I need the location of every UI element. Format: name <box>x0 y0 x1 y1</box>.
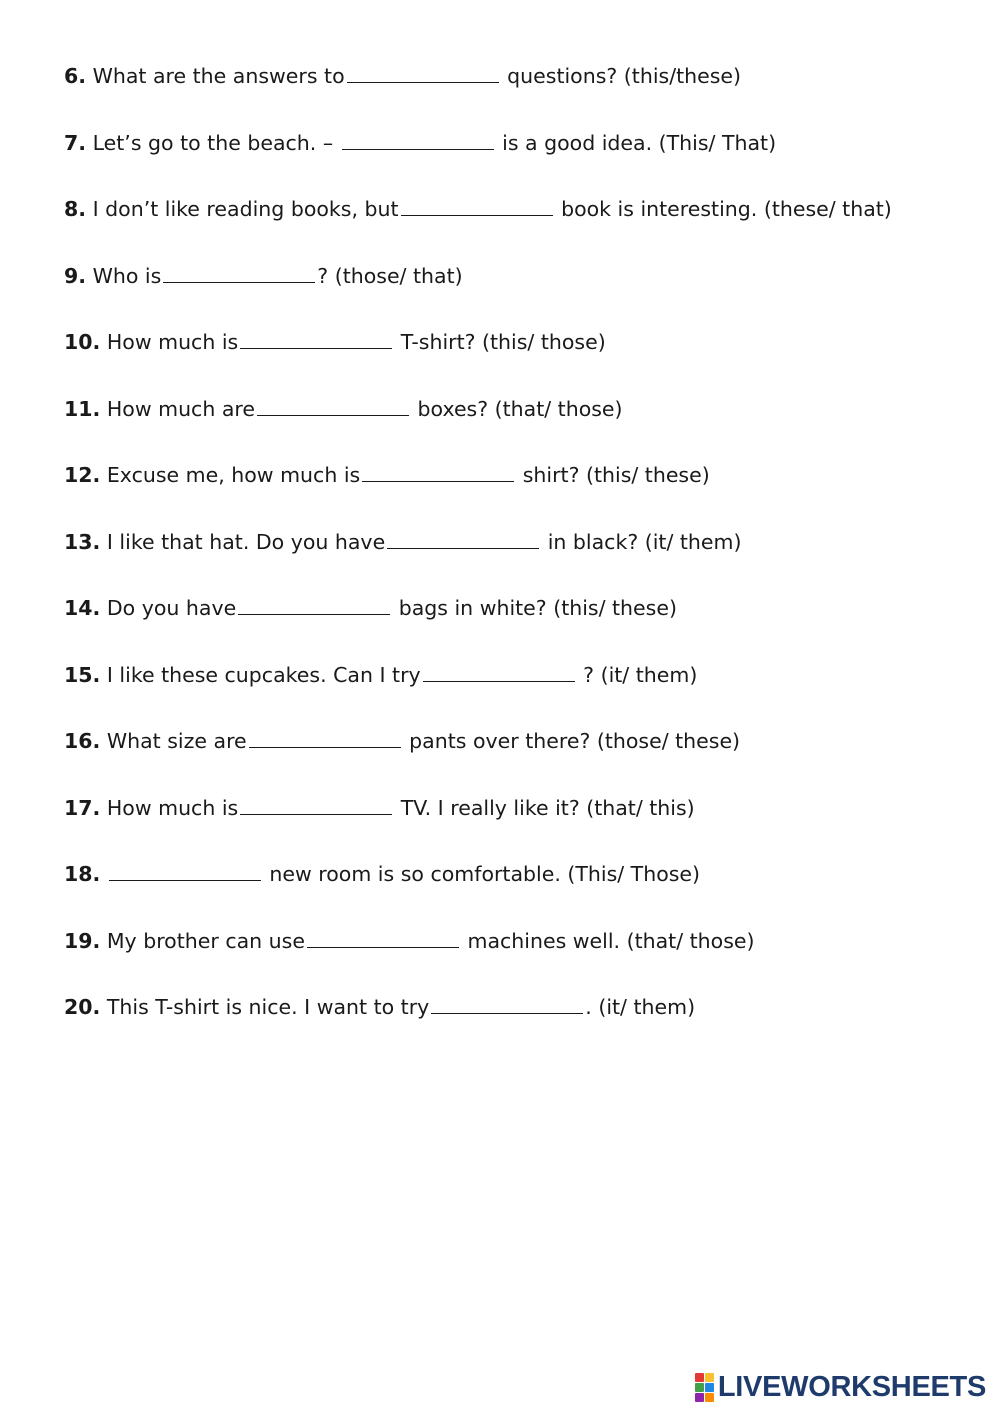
worksheet <box>64 58 964 1056</box>
logo-tile <box>695 1383 704 1392</box>
question-number: 8. <box>64 197 87 221</box>
answer-blank[interactable] <box>347 62 499 83</box>
question-9 <box>64 258 964 325</box>
answer-blank[interactable] <box>362 461 514 482</box>
question-number: 9. <box>64 263 87 288</box>
question-text-before: What are the answers to <box>92 64 345 88</box>
question-19 <box>64 923 964 990</box>
question-number: 7. <box>64 130 87 155</box>
question-text-before: I don’t like reading books, but <box>92 197 399 221</box>
question-text-after: T-shirt? (this/ those) <box>394 330 606 354</box>
question-10 <box>64 324 964 391</box>
question-number: 12. <box>64 463 101 487</box>
question-8 <box>64 191 964 258</box>
question-16 <box>64 723 964 790</box>
question-text-after: in black? (it/ them) <box>541 529 742 554</box>
answer-blank[interactable] <box>387 528 539 549</box>
question-number: 6. <box>64 64 87 88</box>
question-number: 18. <box>64 862 101 886</box>
question-text-after: . (it/ them) <box>585 995 696 1019</box>
answer-blank[interactable] <box>307 927 459 948</box>
question-text-before: What size are <box>106 729 247 753</box>
question-text-before: Do you have <box>106 596 237 620</box>
question-text-after: book is interesting. (these/ that) <box>554 197 892 221</box>
answer-blank[interactable] <box>342 129 494 150</box>
answer-blank[interactable] <box>240 328 392 349</box>
question-text-before: Who is <box>92 263 162 288</box>
answer-blank[interactable] <box>240 794 392 815</box>
question-text-after: bags in white? (this/ these) <box>392 596 677 620</box>
answer-blank[interactable] <box>423 661 575 682</box>
liveworksheets-logo-text: LIVEWORKSHEETS <box>717 1370 986 1403</box>
question-text-after: pants over there? (those/ these) <box>402 729 741 753</box>
question-6 <box>64 58 964 125</box>
question-text-after: machines well. (that/ those) <box>460 928 755 953</box>
logo-tile <box>705 1373 714 1382</box>
liveworksheets-logo <box>695 1370 986 1404</box>
question-13 <box>64 524 964 591</box>
question-text-before: How much is <box>106 330 239 354</box>
logo-tile <box>695 1393 704 1402</box>
question-17 <box>64 790 964 857</box>
question-text-after: boxes? (that/ those) <box>411 396 623 421</box>
question-12 <box>64 457 964 524</box>
question-text-after: TV. I really like it? (that/ this) <box>394 795 695 820</box>
question-text-before: I like that hat. Do you have <box>106 529 386 554</box>
question-14 <box>64 590 964 657</box>
answer-blank[interactable] <box>431 993 583 1014</box>
question-number: 17. <box>64 795 101 820</box>
question-20 <box>64 989 964 1056</box>
answer-blank[interactable] <box>249 727 401 748</box>
question-text-after: ? (it/ them) <box>576 662 698 687</box>
question-text-before: How much are <box>106 396 255 421</box>
question-number: 20. <box>64 995 101 1019</box>
answer-blank[interactable] <box>238 594 390 615</box>
answer-blank[interactable] <box>163 262 315 283</box>
question-text-before: Excuse me, how much is <box>106 463 361 487</box>
question-15 <box>64 657 964 724</box>
question-7 <box>64 125 964 192</box>
liveworksheets-logo-icon <box>695 1373 714 1402</box>
question-text-before: This T-shirt is nice. I want to try <box>106 995 430 1019</box>
question-text-after: shirt? (this/ these) <box>516 463 710 487</box>
question-11 <box>64 391 964 458</box>
question-number: 15. <box>64 662 101 687</box>
question-text-after: is a good idea. (This/ That) <box>495 130 777 155</box>
answer-blank[interactable] <box>109 860 261 881</box>
answer-blank[interactable] <box>257 395 409 416</box>
question-text-before: Let’s go to the beach. – <box>92 130 340 155</box>
question-18 <box>64 856 964 923</box>
question-text-before: I like these cupcakes. Can I try <box>106 662 421 687</box>
question-text-after: new room is so comfortable. (This/ Those) <box>262 862 701 886</box>
question-number: 10. <box>64 330 101 354</box>
question-number: 14. <box>64 596 101 620</box>
question-text-before: How much is <box>106 795 239 820</box>
answer-blank[interactable] <box>401 195 553 216</box>
question-number: 16. <box>64 729 101 753</box>
logo-tile <box>705 1393 714 1402</box>
question-number: 13. <box>64 529 101 554</box>
question-number: 19. <box>64 928 101 953</box>
question-number: 11. <box>64 396 101 421</box>
question-text-before: My brother can use <box>106 928 305 953</box>
logo-tile <box>695 1373 704 1382</box>
logo-tile <box>705 1383 714 1392</box>
question-text-after: ? (those/ that) <box>317 263 463 288</box>
question-text-after: questions? (this/these) <box>500 64 742 88</box>
